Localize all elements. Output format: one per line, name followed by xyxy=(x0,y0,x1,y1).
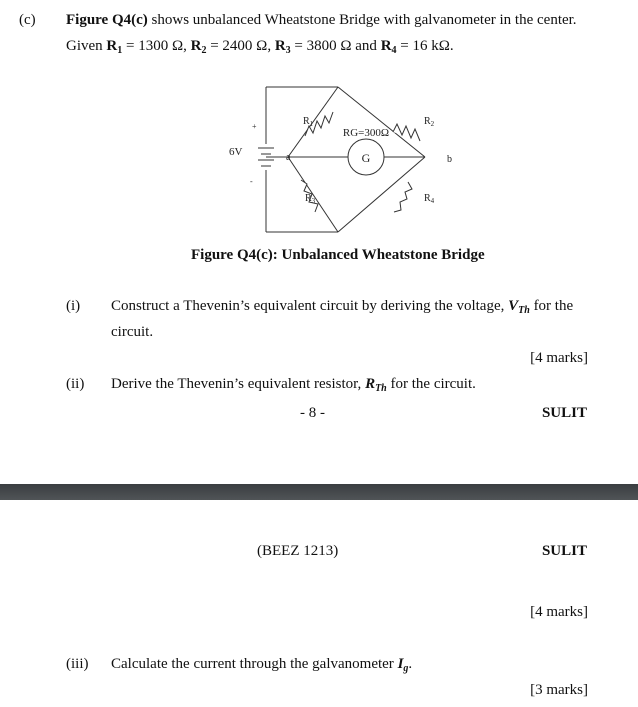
header-sulit: SULIT xyxy=(541,543,587,559)
question-label: (c) xyxy=(19,12,36,28)
r3-name: $R_3$ xyxy=(274,38,291,56)
wheatstone-bridge-figure xyxy=(225,84,465,241)
part-i-number: (i) xyxy=(66,298,81,314)
figure-reference: Figure Q4(c) xyxy=(66,12,148,28)
r4-label: $R_4$ xyxy=(424,193,435,205)
r4-value: = 16 kΩ. xyxy=(396,38,454,54)
page-separator xyxy=(0,484,638,500)
course-code: (BEEZ 1213) xyxy=(257,543,339,559)
r3-label: $R_3$ xyxy=(305,193,316,205)
figure-caption: Figure Q4(c): Unbalanced Wheatstone Bridge xyxy=(191,247,485,263)
intro-text: shows unbalanced Wheatstone Bridge with galvanometer in the center. xyxy=(147,12,577,28)
r2-value: = 2400 Ω, xyxy=(206,38,275,54)
r1-value: = 1300 Ω, xyxy=(122,38,191,54)
r4-resistor xyxy=(394,182,412,212)
part-ii-text: Derive the Thevenin’s equivalent resistor, $R_{Th}$ for the circuit. xyxy=(111,376,476,394)
circuit-diagram xyxy=(225,84,465,236)
part-i-text: Construct a Thevenin’s equivalent circuit by deriving the voltage, $V_{Th}$ for the xyxy=(111,298,574,316)
r2-label: $R_2$ xyxy=(424,116,435,128)
r3-value: = 3800 Ω and xyxy=(290,38,381,54)
r2-name: $R_2$ xyxy=(190,38,207,56)
part-i-text-line2: circuit. xyxy=(111,324,154,340)
node-b-label: b xyxy=(447,154,452,165)
part-iii-number: (iii) xyxy=(66,656,89,672)
footer-sulit: SULIT xyxy=(541,405,587,421)
given-values xyxy=(66,38,454,56)
r4-arm xyxy=(338,157,425,232)
part-iii-marks: [3 marks] xyxy=(530,682,588,698)
node-a-label: a xyxy=(286,152,291,163)
part-i-marks: [4 marks] xyxy=(530,350,588,366)
part-ii-marks: [4 marks] xyxy=(530,604,588,620)
r4-name: $R_4$ xyxy=(380,38,397,56)
rg-label: RG=300Ω xyxy=(342,127,390,139)
battery-minus: - xyxy=(250,177,253,186)
page-number: - 8 - xyxy=(300,405,325,421)
r3-arm xyxy=(288,157,338,232)
given-prefix: Given xyxy=(66,38,107,54)
source-label: 6V xyxy=(229,146,243,158)
r1-name: $R_1$ xyxy=(106,38,123,56)
r1-label: $R_1$ xyxy=(303,116,314,128)
battery-plus: + xyxy=(252,122,257,131)
galvanometer-label: G xyxy=(361,151,371,165)
r2-resistor xyxy=(393,124,420,141)
question-intro xyxy=(66,12,577,29)
part-ii-number: (ii) xyxy=(66,376,85,392)
part-iii-text: Calculate the current through the galvanometer $I_g$. xyxy=(111,656,413,674)
